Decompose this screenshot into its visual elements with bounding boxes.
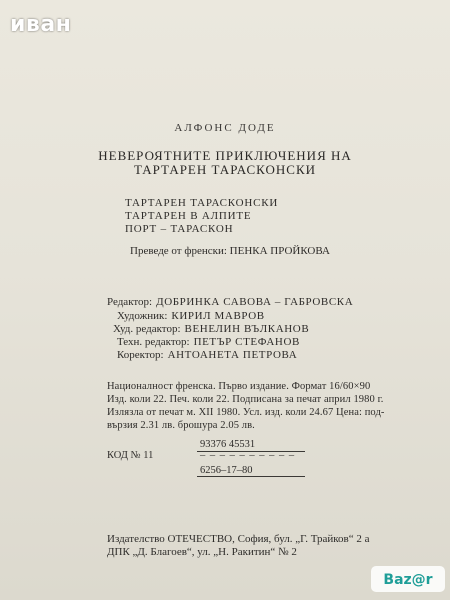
translator-credit: Преведе от френски: ПЕНКА ПРОЙКОВА [130, 245, 330, 257]
uploader-watermark: иван [10, 12, 72, 37]
credit-value: ДОБРИНКА САВОВА – ГАБРОВСКА [156, 296, 354, 308]
contents-item-2: ТАРТАРЕН В АЛПИТЕ [125, 210, 252, 222]
contents-item-3: ПОРТ – ТАРАСКОН [125, 223, 234, 235]
contents-item-1: ТАРТАРЕН ТАРАСКОНСКИ [125, 197, 279, 209]
code-number-bottom: 6256–17–80 [200, 465, 253, 476]
credit-value: ПЕТЪР СТЕФАНОВ [193, 336, 300, 348]
publication-info-line: Излязла от печат м. XII 1980. Усл. изд. коли 24.67 Цена: под- [107, 407, 385, 418]
author-name: АЛФОНС ДОДЕ [174, 122, 276, 134]
credit-value: КИРИЛ МАВРОВ [171, 310, 265, 322]
credit-tech-editor [117, 336, 300, 348]
book-title-line-2: ТАРТАРЕН ТАРАСКОНСКИ [133, 162, 317, 177]
credit-value: ВЕНЕЛИН ВЪЛКАНОВ [184, 323, 310, 335]
publisher-line: Издателство ОТЕЧЕСТВО, София, бул. „Г. Трайков“ 2 а [107, 533, 370, 545]
code-divider [197, 476, 305, 477]
credit-proofreader [117, 349, 297, 361]
publication-info-line: Националност френска. Първо издание. Формат 16/60×90 [107, 381, 371, 392]
bazar-logo-mark [371, 566, 445, 592]
credit-artist [117, 310, 265, 322]
code-number-top: 93376 45531 [200, 439, 256, 450]
code-label: КОД № 11 [107, 450, 154, 461]
credit-label: Техн. редактор: [117, 336, 190, 348]
code-dashes: – – – – – – – – – – [200, 450, 296, 461]
credit-value: АНТОАНЕТА ПЕТРОВА [167, 349, 298, 361]
publication-info-line: Изд. коли 22. Печ. коли 22. Подписана за печат април 1980 г. [107, 394, 384, 405]
svg-text:Baz@r: Baz@r [383, 572, 433, 588]
printer-line: ДПК „Д. Благоев“, ул. „Н. Ракитин“ № 2 [107, 546, 297, 558]
credit-label: Художник: [117, 310, 168, 322]
publication-info-line: вързия 2.31 лв. брошура 2.05 лв. [107, 420, 255, 431]
credit-art-editor [113, 323, 309, 335]
book-title-line-1: НЕВЕРОЯТНИТЕ ПРИКЛЮЧЕНИЯ НА [98, 148, 352, 163]
credit-label: Коректор: [117, 349, 164, 361]
credit-editor [107, 296, 353, 308]
bazar-logo [371, 566, 445, 592]
credit-label: Худ. редактор: [113, 323, 181, 335]
credit-label: Редактор: [107, 296, 153, 308]
